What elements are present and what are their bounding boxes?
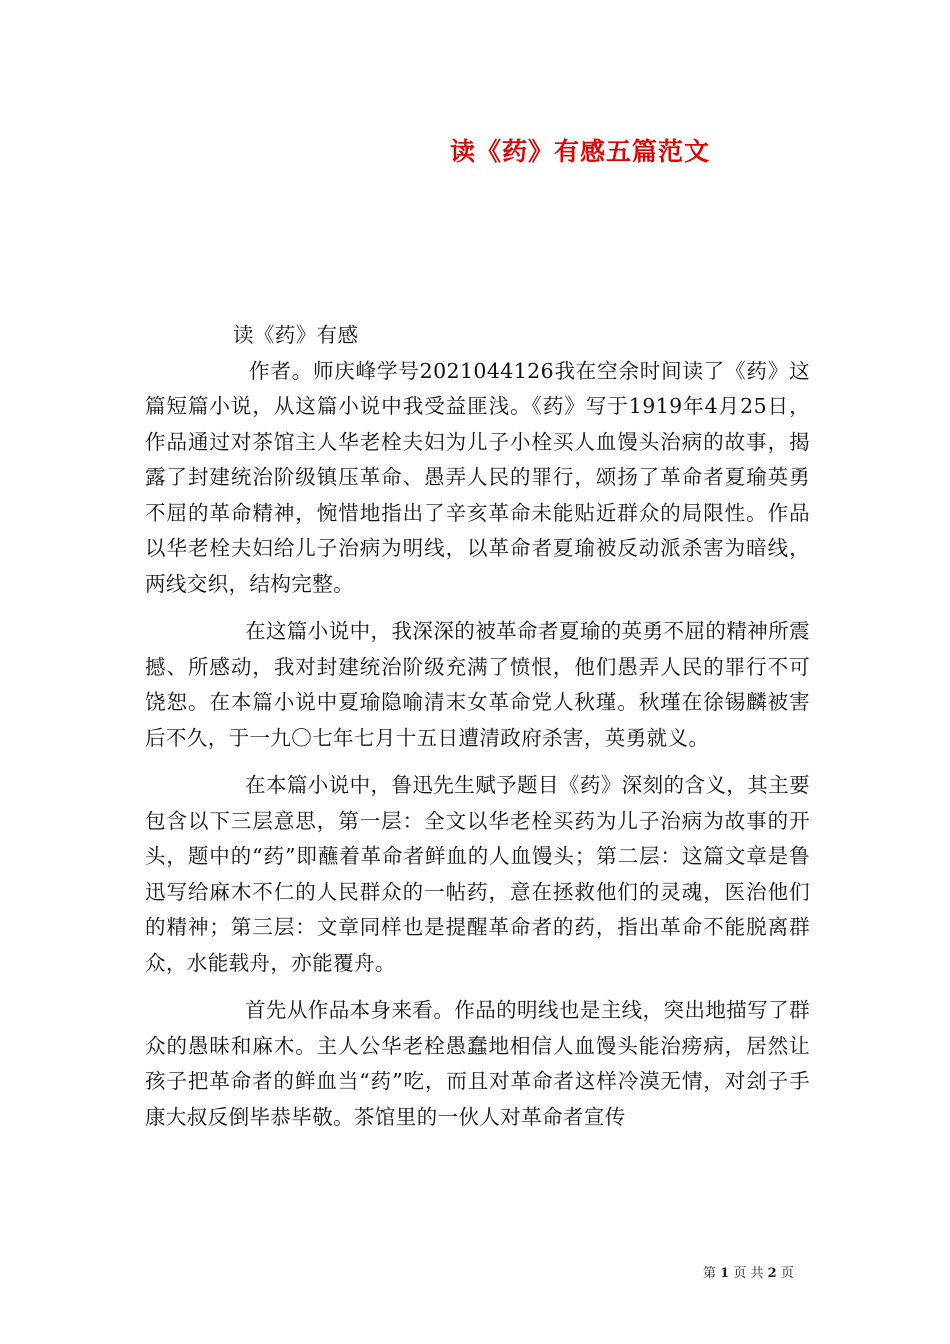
paragraph-2: 在这篇小说中，我深深的被革命者夏瑜的英勇不屈的精神所震撼、所感动，我对封建统治阶级充满了愤恨，他们愚弄人民的罪行不可饶恕。在本篇小说中夏瑜隐喻清末女革命党人秋瑾。秋瑾在徐锡麟被害后不久，于一九〇七年七月十五日遭清政府杀害，英勇就义。 <box>145 619 810 750</box>
paragraph-4: 首先从作品本身来看。作品的明线也是主线，突出地描写了群众的愚昧和麻木。主人公华老栓愚蠢地相信人血馒头能治痨病，居然让孩子把革命者的鲜血当“药”吃，而且对革命者这样冷漠无情，对刽子手康大叔反倒毕恭毕敬。茶馆里的一伙人对革命者宣传 <box>145 998 810 1129</box>
footer-current-page: 1 <box>720 1266 730 1281</box>
article-subtitle: 读《药》有感 <box>233 323 359 347</box>
footer-suffix: 页 <box>780 1266 794 1281</box>
footer-total-pages: 2 <box>767 1266 777 1281</box>
footer-middle: 页 共 <box>733 1266 764 1281</box>
paragraph-1: 作者。师庆峰学号2021044126我在空余时间读了《药》这篇短篇小说，从这篇小说中我受益匪浅。《药》写于1919年4月25日，作品通过对茶馆主人华老栓夫妇为儿子小栓买人血馒头治病的故事，揭露了封建统治阶级镇压革命、愚弄人民的罪行，颂扬了革命者夏瑜英勇不屈的革命精神，惋惜地指出了辛亥革命未能贴近群众的局限性。作品以华老栓夫妇给儿子治病为明线，以革命者夏瑜被反动派杀害为暗线，两线交织，结构完整。 <box>145 358 810 596</box>
document-body <box>145 318 810 1135</box>
document-title: 读《药》有感五篇范文 <box>449 137 710 166</box>
page-footer <box>703 1262 794 1281</box>
footer-prefix: 第 <box>703 1266 717 1281</box>
paragraph-3: 在本篇小说中，鲁迅先生赋予题目《药》深刻的含义，其主要包含以下三层意思，第一层：全文以华老栓买药为儿子治病为故事的开头，题中的“药”即蘸着革命者鲜血的人血馒头；第二层：这篇文章是鲁迅写给麻木不仁的人民群众的一帖药，意在拯救他们的灵魂，医治他们的精神；第三层：文章同样也是提醒革命者的药，指出革命不能脱离群众，水能载舟，亦能覆舟。 <box>145 773 810 975</box>
